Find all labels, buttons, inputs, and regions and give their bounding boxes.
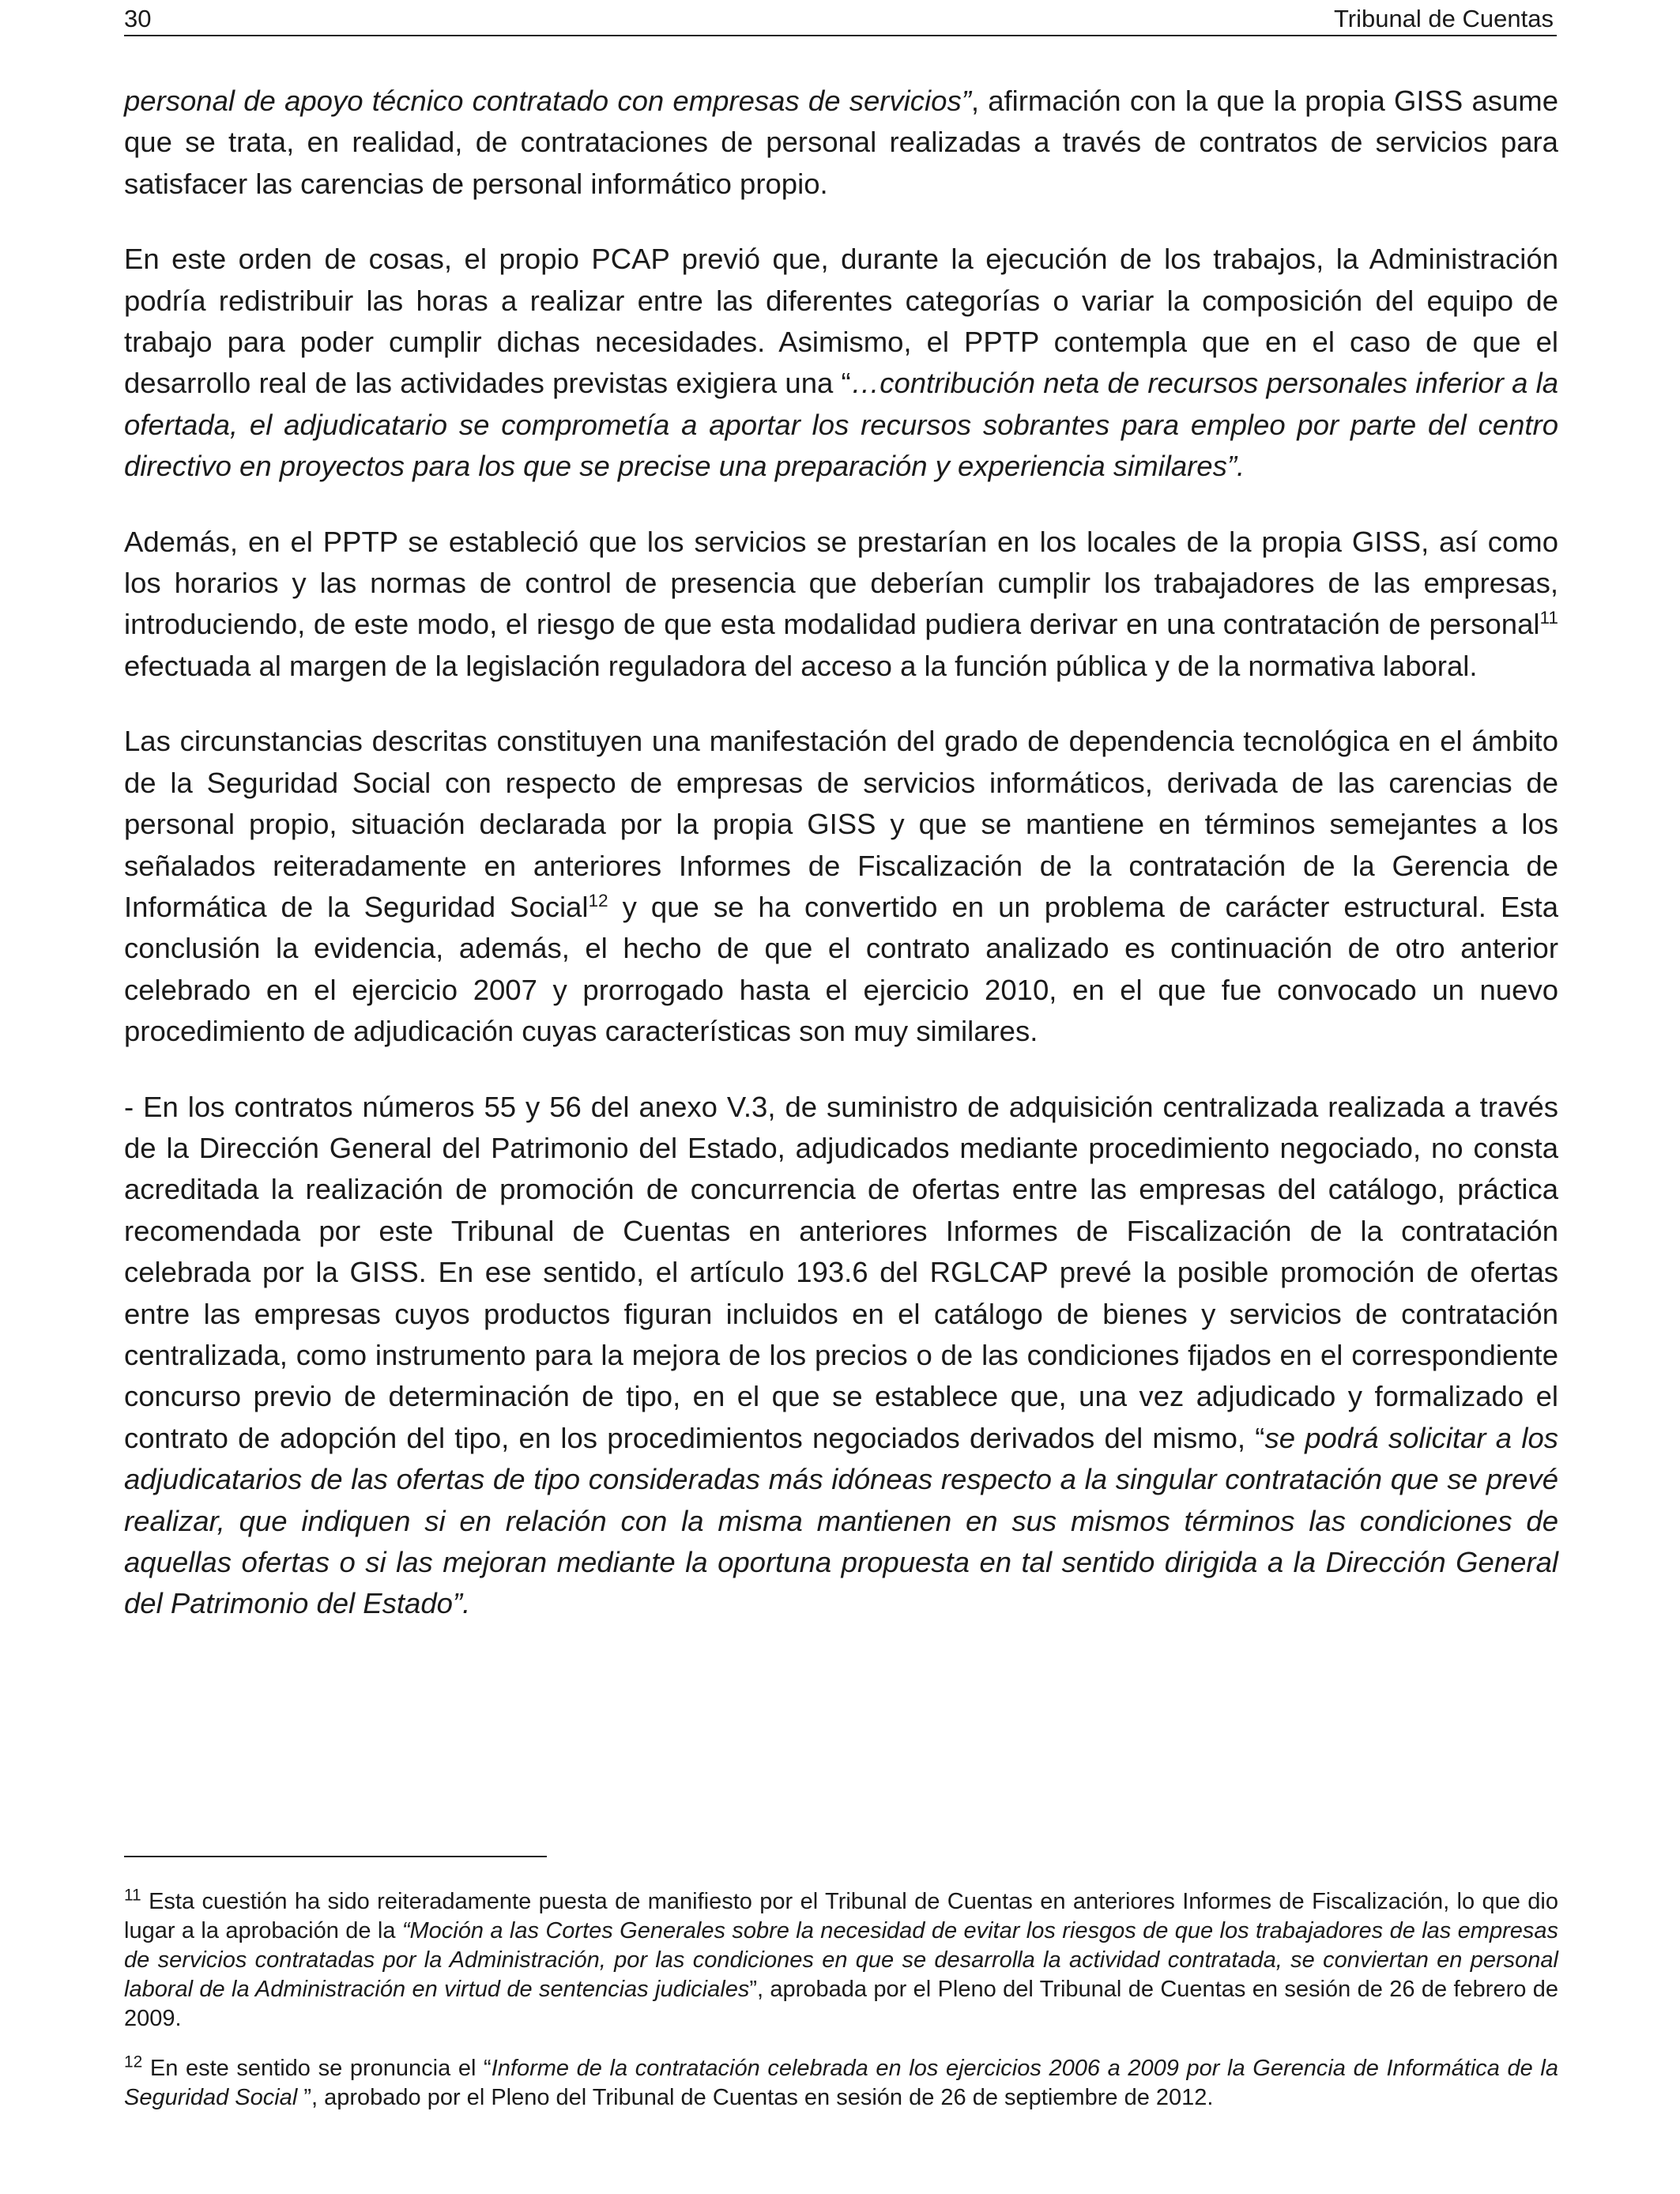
quoted-text: se podrá solicitar a los adjudicatarios de las ofertas de tipo consideradas más idóneas respecto a la singular contratación que se prevé realizar, que indiquen si en relación con la misma mantienen en sus mismos términos las condiciones de aquellas ofertas o si las mejoran mediante la oportuna propuesta en tal sentido dirigida a la Dirección General del Patrimonio del Estado”.: [124, 1421, 1558, 1620]
paragraph-text: , afirmación con la que la propia GISS asume que se trata, en realidad, de contrataciones de personal realizadas a través de contratos de servicios para satisfacer las carencias de personal informático propio.: [124, 85, 1558, 200]
paragraph-text: Además, en el PPTP se estableció que los servicios se prestarían en los locales de la propia GISS, así como los horarios y las normas de control de presencia que deberían cumplir los trabajadores de las empresas, introduciendo, de este modo, el riesgo de que esta modalidad pudiera derivar en una contratación de personal: [124, 525, 1558, 641]
footnote-text: Esta cuestión ha sido reiteradamente puesta de manifiesto por el Tribunal de Cuentas en anteriores Informes de Fiscalización, lo que dio lugar a la aprobación de la: [124, 1889, 1558, 1943]
footnote-text: En este sentido se pronuncia el “: [142, 2056, 492, 2081]
paragraph-4: [124, 721, 1558, 1052]
paragraph-text: efectuada al margen de la legislación reguladora del acceso a la función pública y de la normativa laboral.: [124, 649, 1478, 682]
page-number: 30: [124, 5, 152, 32]
footnote-quoted-text: Informe de la contratación celebrada en los ejercicios 2006 a 2009 por la Gerencia de Informática de la Seguridad Social: [124, 2056, 1558, 2110]
footnote-marker: 11: [124, 1886, 141, 1905]
paragraph-text: En este orden de cosas, el propio PCAP previó que, durante la ejecución de los trabajos, la Administración podría redistribuir las horas a realizar entre las diferentes categorías o variar la composición del equipo de trabajo para poder cumplir dichas necesidades. Asimismo, el PPTP contempla que en el caso de que el desarrollo real de las actividades previstas exigiera una “: [124, 243, 1558, 400]
page-header: [124, 3, 1557, 36]
footnote-separator: [124, 1856, 547, 1857]
footnote-marker: 12: [124, 2053, 143, 2071]
footnotes: [124, 1887, 1558, 2113]
footnote-text: ”, aprobado por el Pleno del Tribunal de Cuentas en sesión de 26 de septiembre de 2012.: [303, 2085, 1214, 2110]
paragraph-5: [124, 1087, 1558, 1625]
paragraph-text: - En los contratos números 55 y 56 del anexo V.3, de suministro de adquisición centralizada realizada a través de la Dirección General del Patrimonio del Estado, adjudicados mediante procedimiento negociado, no consta acreditada la realización de promoción de concurrencia de ofertas entre las empresas del catálogo, práctica recomendada por este Tribunal de Cuentas en anteriores Informes de Fiscalización de la contratación celebrada por la GISS. En ese sentido, el artículo 193.6 del RGLCAP prevé la posible promoción de ofertas entre las empresas cuyos productos figuran incluidos en el catálogo de bienes y servicios de contratación centralizada, como instrumento para la mejora de los precios o de las condiciones fijados en el correspondiente concurso previo de determinación de tipo, en el que se establece que, una vez adjudicado y formalizado el contrato de adopción del tipo, en los procedimientos negociados derivados del mismo, “: [124, 1090, 1558, 1454]
footnote-11: [124, 1887, 1558, 2034]
paragraph-3: [124, 522, 1558, 688]
footnote-12: [124, 2054, 1558, 2113]
footnote-quoted-text: “Moción a las Cortes Generales sobre la necesidad de evitar los riesgos de que los trabajadores de las empresas de servicios contratadas por la Administración, por las condiciones en que se desarrolla la actividad contratada, se conviertan en personal laboral de la Administración en virtud de sentencias judiciales: [124, 1918, 1558, 2002]
paragraph-text: y que se ha convertido en un problema de carácter estructural. Esta conclusión la evidencia, además, el hecho de que el contrato analizado es continuación de otro anterior celebrado en el ejercicio 2007 y prorrogado hasta el ejercicio 2010, en el que fue convocado un nuevo procedimiento de adjudicación cuyas características son muy similares.: [124, 890, 1559, 1048]
quoted-text: personal de apoyo técnico contratado con empresas de servicios”: [124, 85, 971, 117]
quoted-text: …contribución neta de recursos personales inferior a la ofertada, el adjudicatario se comprometía a aportar los recursos sobrantes para empleo por parte del centro directivo en proyectos para los que se precise una preparación y experiencia similares”.: [124, 367, 1558, 483]
main-body: [124, 81, 1558, 1625]
paragraph-text: Las circunstancias descritas constituyen una manifestación del grado de dependencia tecnológica en el ámbito de la Seguridad Social con respecto de empresas de servicios informáticos, derivada de las carencias de personal propio, situación declarada por la propia GISS y que se mantiene en términos semejantes a los señalados reiteradamente en anteriores Informes de Fiscalización de la contratación de la Gerencia de Informática de la Seguridad Social: [124, 725, 1558, 923]
footnote-text: ”, aprobada por el Pleno del Tribunal de Cuentas en sesión de 26 de febrero de 2009.: [124, 1977, 1558, 2031]
running-title: Tribunal de Cuentas: [1333, 5, 1554, 32]
paragraph-2: [124, 239, 1558, 487]
paragraph-1: [124, 81, 1558, 205]
footnote-ref-12[interactable]: 12: [588, 890, 608, 910]
footnote-ref-11[interactable]: 11: [1539, 608, 1558, 628]
